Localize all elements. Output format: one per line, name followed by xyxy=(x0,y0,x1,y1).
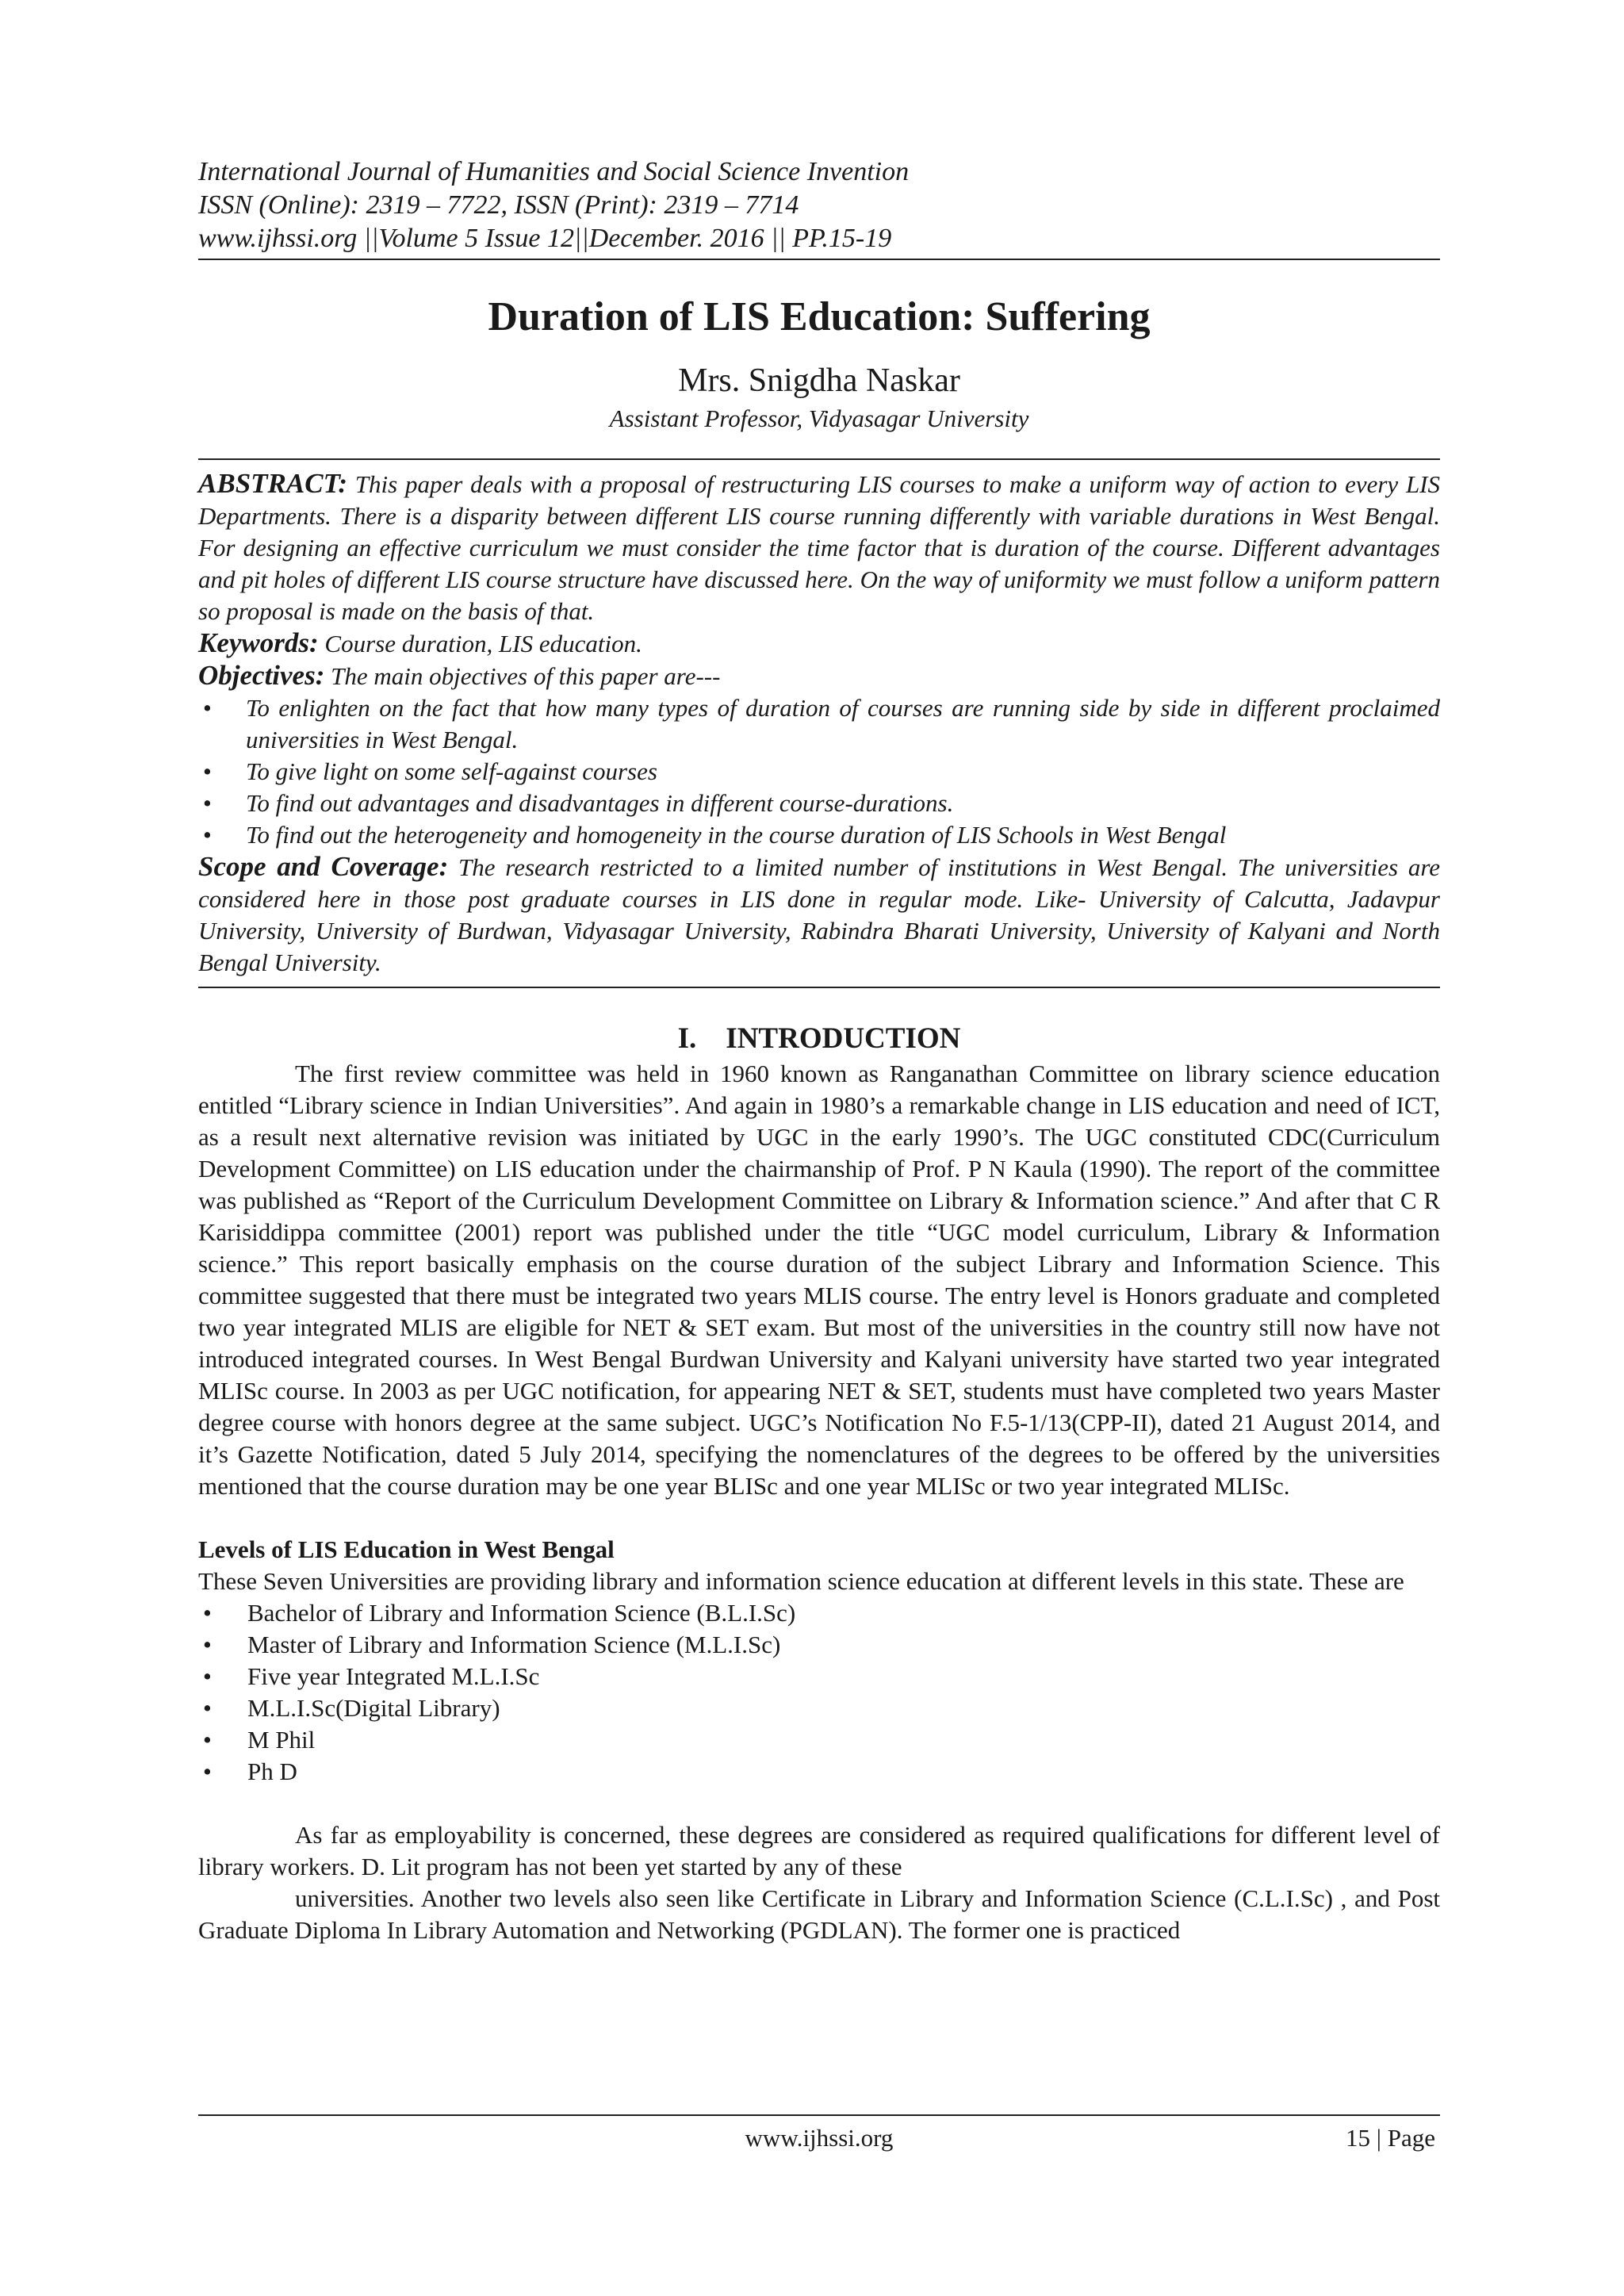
list-item: • To find out the heterogeneity and homogeneity in the course duration of LIS Schools in West Bengal xyxy=(198,819,1440,851)
author-affiliation: Assistant Professor, Vidyasagar University xyxy=(609,404,1029,432)
journal-issn: ISSN (Online): 2319 – 7722, ISSN (Print): 2319 – 7714 xyxy=(198,190,799,220)
page-content xyxy=(198,155,1440,1946)
scope-text: The research restricted to a limited number of institutions in West Bengal. The universities are considered here in those post graduate courses in LIS done in regular mode. Like- University of Calcutta, Jadavpur University, University of Burdwan, Vidyasagar University, Rabindra Bharati University, University of Kalyani and North Bengal University. xyxy=(198,853,1441,976)
list-item: • Master of Library and Information Science (M.L.I.Sc) xyxy=(198,1629,1440,1661)
levels-list xyxy=(198,1597,1440,1788)
keywords-label: Keywords: xyxy=(198,627,319,658)
journal-name: International Journal of Humanities and Social Science Invention xyxy=(198,157,910,186)
author-name: Mrs. Snigdha Naskar xyxy=(678,362,960,399)
abstract-label: ABSTRACT: xyxy=(198,468,348,499)
list-item: • Five year Integrated M.L.I.Sc xyxy=(198,1661,1440,1692)
list-item: • M Phil xyxy=(198,1724,1440,1756)
levels-heading: Levels of LIS Education in West Bengal xyxy=(198,1535,615,1563)
paper-title: Duration of LIS Education: Suffering xyxy=(488,294,1151,339)
introduction-heading: I. INTRODUCTION xyxy=(677,1022,961,1055)
objectives-paragraph xyxy=(198,660,1440,692)
list-item: • To give light on some self-against courses xyxy=(198,756,1440,788)
list-item: • Bachelor of Library and Information Science (B.L.I.Sc) xyxy=(198,1597,1440,1629)
list-item: • To find out advantages and disadvantages in different course-durations. xyxy=(198,788,1440,819)
footer-page-number: 15 | Page xyxy=(1346,2124,1435,2152)
scope-paragraph xyxy=(198,851,1440,979)
objectives-label: Objectives: xyxy=(198,660,325,691)
objectives-intro: The main objectives of this paper are--- xyxy=(331,662,721,690)
list-item: • To enlighten on the fact that how many types of duration of courses are running side by side in different proclaimed universities in West Bengal. xyxy=(198,692,1440,756)
abstract-paragraph xyxy=(198,468,1440,627)
abstract-bottom-divider xyxy=(198,987,1440,988)
scope-label: Scope and Coverage: xyxy=(198,851,449,882)
header-divider xyxy=(198,259,1440,260)
journal-volume: www.ijhssi.org ||Volume 5 Issue 12||December. 2016 || PP.15-19 xyxy=(198,224,892,253)
abstract-text: This paper deals with a proposal of restructuring LIS courses to make a uniform way of action to every LIS Departments. There is a disparity between different LIS course running differently with variable durations in West Bengal. For designing an effective curriculum we must consider the time factor that is duration of the course. Different advantages and pit holes of different LIS course structure have discussed here. On the way of uniformity we must follow a uniform pattern so proposal is made on the basis of that. xyxy=(198,470,1441,625)
other-levels-paragraph: universities. Another two levels also seen like Certificate in Library and Information Science (C.L.I.Sc) , and Post Graduate Diploma In Library Automation and Networking (PGDLAN). The former one is practiced xyxy=(198,1884,1440,1944)
levels-intro: These Seven Universities are providing library and information science education at different levels in this state. These are xyxy=(198,1567,1404,1595)
footer-divider xyxy=(198,2114,1440,2116)
list-item: • M.L.I.Sc(Digital Library) xyxy=(198,1692,1440,1724)
footer-website: www.ijhssi.org xyxy=(745,2124,894,2152)
employability-paragraph: As far as employability is concerned, these degrees are considered as required qualifications for different level of library workers. D. Lit program has not been yet started by any of these xyxy=(198,1821,1440,1880)
abstract-section xyxy=(198,460,1440,979)
objectives-list xyxy=(198,692,1440,851)
list-item: • Ph D xyxy=(198,1756,1440,1788)
introduction-paragraph: The first review committee was held in 1960 known as Ranganathan Committee on library science education entitled “Library science in Indian Universities”. And again in 1980’s a remarkable change in LIS education and need of ICT, as a result next alternative revision was initiated by UGC in the early 1990’s. The UGC constituted CDC(Curriculum Development Committee) on LIS education under the chairmanship of Prof. P N Kaula (1990). The report of the committee was published as “Report of the Curriculum Development Committee on Library & Information science.” And after that C R Karisiddippa committee (2001) report was published under the title “UGC model curriculum, Library & Information science.” This report basically emphasis on the course duration of the subject Library and Information Science. This committee suggested that there must be integrated two years MLIS course. The entry level is Honors graduate and completed two year integrated MLIS are eligible for NET & SET exam. But most of the universities in the country still now have not introduced integrated courses. In West Bengal Burdwan University and Kalyani university have started two year integrated MLISc course. In 2003 as per UGC notification, for appearing NET & SET, students must have completed two years Master degree course with honors degree at the same subject. UGC’s Notification No F.5-1/13(CPP-II), dated 21 August 2014, and it’s Gazette Notification, dated 5 July 2014, specifying the nomenclatures of the degrees to be offered by the universities mentioned that the course duration may be one year BLISc and one year MLISc or two year integrated MLISc. xyxy=(198,1060,1440,1500)
keywords-paragraph xyxy=(198,627,1440,660)
keywords-text: Course duration, LIS education. xyxy=(324,630,642,657)
journal-header xyxy=(198,155,1440,255)
